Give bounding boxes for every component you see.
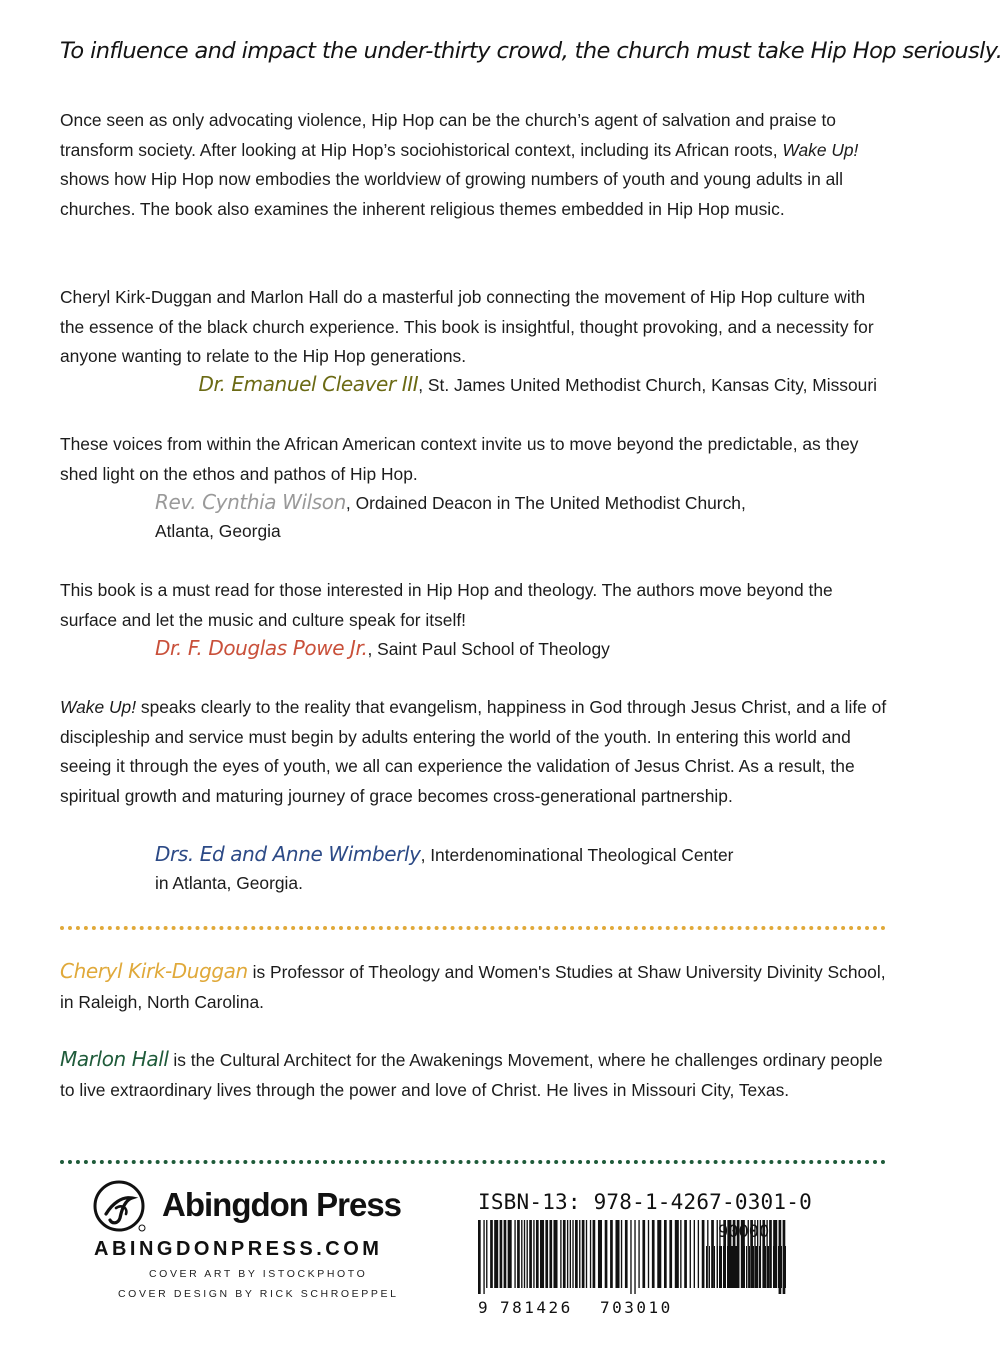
endorsement-quote-1: Cheryl Kirk-Duggan and Marlon Hall do a masterful job connecting the movement of Hip Hop culture with the essence of the black church experience. This book is insightful, thought provoking, and a necessity for anyone wanting to relate to the Hip Hop generations. xyxy=(60,287,874,366)
abingdon-press-logo-icon xyxy=(92,1178,150,1236)
endorsement-quote-2: These voices from within the African American context invite us to move beyond the predictable, as they shed light on the ethos and pathos of Hip Hop. xyxy=(60,434,859,484)
barcode-lead-digit: 9 xyxy=(478,1298,488,1317)
endorsement-attribution-3 xyxy=(155,634,610,665)
addon-barcode-image xyxy=(706,1246,786,1294)
barcode-digits-right: 703010 xyxy=(600,1298,673,1317)
endorser-affiliation-4: , Interdenominational Theological Center xyxy=(420,845,734,865)
intro-book-title: Wake Up! xyxy=(782,139,859,160)
endorser-affiliation-2: , Ordained Deacon in The United Methodist Church, xyxy=(345,493,746,513)
endorser-name-3: Dr. F. Douglas Powe Jr. xyxy=(155,636,368,660)
intro-text-1: Once seen as only advocating violence, Hip Hop can be the church’s agent of salvation and praise to transform society. After looking at Hip Hop’s sociohistorical context, including its African roots, xyxy=(60,110,836,160)
author-bio-text-1: is Professor of Theology and Women's Studies at Shaw University Divinity School, in Raleigh, North Carolina. xyxy=(60,962,886,1012)
endorsement-text-4: speaks clearly to the reality that evangelism, happiness in God through Jesus Christ, and a life of discipleship and service must begin by adults entering the world of the youth. In entering this world and seeing it through the eyes of youth, we all can experience the validation of Jesus Christ. As a result, the spiritual growth and maturing journey of grace becomes cross-generational partnership. xyxy=(60,697,887,806)
endorsement-quote-3: This book is a must read for those interested in Hip Hop and theology. The authors move beyond the surface and let the music and culture speak for itself! xyxy=(60,580,833,630)
divider-gold xyxy=(60,926,886,930)
author-bio-text-2: is the Cultural Architect for the Awakenings Movement, where he challenges ordinary people to live extraordinary lives through the power and love of Christ. He lives in Missouri City, Texas. xyxy=(60,1050,883,1100)
endorser-location-2: Atlanta, Georgia xyxy=(155,521,281,541)
endorser-location-4: in Atlanta, Georgia. xyxy=(155,873,303,893)
intro-text-2: shows how Hip Hop now embodies the worldview of growing numbers of youth and young adults in all churches. The book also examines the inherent religious themes embedded in Hip Hop music. xyxy=(60,169,844,219)
author-bio-1 xyxy=(60,957,890,1017)
cover-design-credit: COVER DESIGN BY RICK SCHROEPPEL xyxy=(118,1288,399,1300)
cover-art-credit: COVER ART BY ISTOCKPHOTO xyxy=(149,1268,368,1280)
endorsement-attribution-1 xyxy=(198,370,877,401)
endorser-name-4: Drs. Ed and Anne Wimberly xyxy=(155,842,421,866)
author-name-1: Cheryl Kirk-Duggan xyxy=(60,959,248,983)
intro-paragraph xyxy=(60,106,890,224)
publisher-name: Abingdon Press xyxy=(162,1186,402,1223)
isbn-label: ISBN-13: 978-1-4267-0301-0 xyxy=(478,1190,812,1214)
endorser-name-2: Rev. Cynthia Wilson xyxy=(155,490,346,514)
publisher-url: ABINGDONPRESS.COM xyxy=(94,1238,383,1260)
headline: To influence and impact the under-thirty crowd, the church must take Hip Hop seriously. xyxy=(60,38,1002,64)
barcode-digits-left: 781426 xyxy=(500,1298,573,1317)
endorser-affiliation-1: , St. James United Methodist Church, Kansas City, Missouri xyxy=(418,375,877,395)
price-code: 90000 xyxy=(718,1222,770,1242)
divider-green xyxy=(60,1160,886,1164)
endorsement-quote-4 xyxy=(60,693,890,811)
endorsement-attribution-4 xyxy=(155,840,733,871)
endorser-name-1: Dr. Emanuel Cleaver III xyxy=(198,372,419,396)
endorser-affiliation-3: , Saint Paul School of Theology xyxy=(367,639,610,659)
endorsement-attribution-2 xyxy=(155,488,746,519)
endorsement-book-title-4: Wake Up! xyxy=(60,697,137,717)
author-name-2: Marlon Hall xyxy=(60,1047,169,1071)
author-bio-2 xyxy=(60,1045,890,1105)
